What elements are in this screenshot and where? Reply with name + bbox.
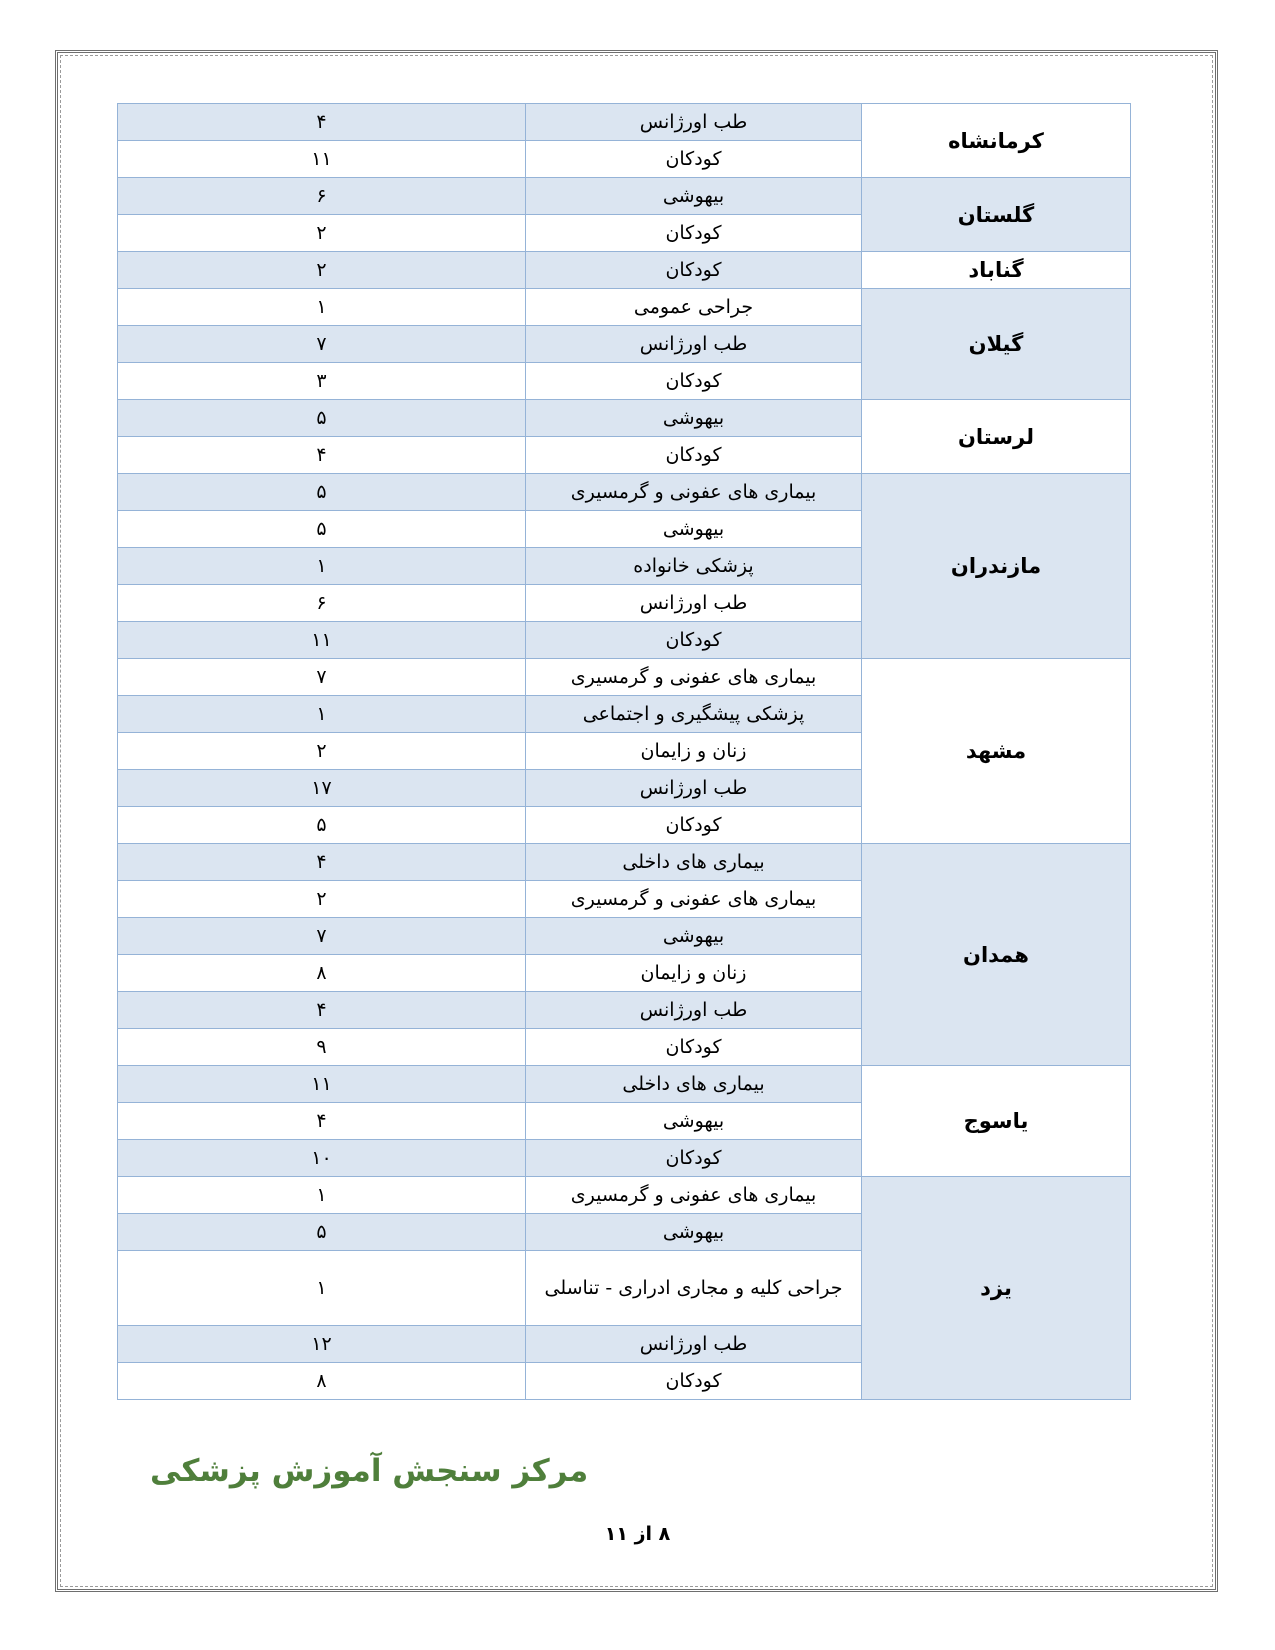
count-cell: ۴: [118, 104, 526, 141]
table-row: [118, 659, 1131, 696]
count-cell: ۱۱: [118, 622, 526, 659]
count-cell: ۴: [118, 992, 526, 1029]
specialty-cell: زنان و زایمان: [526, 733, 862, 770]
table-row: [118, 1177, 1131, 1214]
count-cell: ۵: [118, 1214, 526, 1251]
specialty-cell: بیهوشی: [526, 1103, 862, 1140]
specialty-cell: بیهوشی: [526, 178, 862, 215]
province-cell: مشهد: [862, 659, 1131, 844]
table-row: [118, 178, 1131, 215]
count-cell: ۵: [118, 400, 526, 437]
specialty-cell: پزشکی پیشگیری و اجتماعی: [526, 696, 862, 733]
specialty-cell: زنان و زایمان: [526, 955, 862, 992]
province-cell: یاسوج: [862, 1066, 1131, 1177]
specialty-cell: جراحی کلیه و مجاری ادراری - تناسلی: [526, 1251, 862, 1326]
specialty-cell: کودکان: [526, 252, 862, 289]
count-cell: ۶: [118, 585, 526, 622]
quota-table-body: [118, 104, 1131, 1400]
specialty-cell: بیماری های عفونی و گرمسیری: [526, 474, 862, 511]
province-cell: کرمانشاه: [862, 104, 1131, 178]
table-row: [118, 400, 1131, 437]
count-cell: ۷: [118, 918, 526, 955]
count-cell: ۸: [118, 1363, 526, 1400]
count-cell: ۱: [118, 548, 526, 585]
specialty-cell: طب اورژانس: [526, 770, 862, 807]
count-cell: ۱۱: [118, 1066, 526, 1103]
table-row: [118, 844, 1131, 881]
specialty-cell: طب اورژانس: [526, 585, 862, 622]
province-cell: گلستان: [862, 178, 1131, 252]
specialty-cell: بیهوشی: [526, 1214, 862, 1251]
specialty-cell: بیماری های عفونی و گرمسیری: [526, 659, 862, 696]
province-cell: لرستان: [862, 400, 1131, 474]
table-row: [118, 1066, 1131, 1103]
count-cell: ۵: [118, 807, 526, 844]
count-cell: ۹: [118, 1029, 526, 1066]
count-cell: ۵: [118, 511, 526, 548]
specialty-cell: بیماری های داخلی: [526, 1066, 862, 1103]
count-cell: ۲: [118, 881, 526, 918]
specialty-cell: کودکان: [526, 622, 862, 659]
count-cell: ۶: [118, 178, 526, 215]
specialty-cell: بیماری های عفونی و گرمسیری: [526, 881, 862, 918]
specialty-cell: کودکان: [526, 215, 862, 252]
table-row: [118, 474, 1131, 511]
count-cell: ۲: [118, 215, 526, 252]
specialty-cell: کودکان: [526, 1363, 862, 1400]
count-cell: ۲: [118, 733, 526, 770]
count-cell: ۷: [118, 659, 526, 696]
specialty-cell: بیهوشی: [526, 400, 862, 437]
quota-table: [117, 103, 1131, 1400]
count-cell: ۱: [118, 1251, 526, 1326]
specialty-cell: پزشکی خانواده: [526, 548, 862, 585]
count-cell: ۱: [118, 696, 526, 733]
specialty-cell: بیهوشی: [526, 918, 862, 955]
specialty-cell: جراحی عمومی: [526, 289, 862, 326]
specialty-cell: کودکان: [526, 437, 862, 474]
count-cell: ۱۰: [118, 1140, 526, 1177]
province-cell: گیلان: [862, 289, 1131, 400]
specialty-cell: کودکان: [526, 141, 862, 178]
specialty-cell: کودکان: [526, 1140, 862, 1177]
count-cell: ۲: [118, 252, 526, 289]
province-cell: یزد: [862, 1177, 1131, 1400]
table-row: [118, 252, 1131, 289]
count-cell: ۸: [118, 955, 526, 992]
count-cell: ۱: [118, 289, 526, 326]
specialty-cell: بیماری های داخلی: [526, 844, 862, 881]
count-cell: ۷: [118, 326, 526, 363]
specialty-cell: طب اورژانس: [526, 1326, 862, 1363]
count-cell: ۴: [118, 1103, 526, 1140]
province-cell: همدان: [862, 844, 1131, 1066]
specialty-cell: کودکان: [526, 363, 862, 400]
page-number: ۸ از ۱۱: [604, 1523, 671, 1545]
count-cell: ۳: [118, 363, 526, 400]
specialty-cell: طب اورژانس: [526, 104, 862, 141]
count-cell: ۱۷: [118, 770, 526, 807]
count-cell: ۱۱: [118, 141, 526, 178]
province-cell: گناباد: [862, 252, 1131, 289]
province-cell: مازندران: [862, 474, 1131, 659]
table-row: [118, 104, 1131, 141]
specialty-cell: طب اورژانس: [526, 992, 862, 1029]
count-cell: ۵: [118, 474, 526, 511]
specialty-cell: کودکان: [526, 1029, 862, 1066]
specialty-cell: بیماری های عفونی و گرمسیری: [526, 1177, 862, 1214]
specialty-cell: کودکان: [526, 807, 862, 844]
specialty-cell: بیهوشی: [526, 511, 862, 548]
specialty-cell: طب اورژانس: [526, 326, 862, 363]
count-cell: ۴: [118, 437, 526, 474]
table-row: [118, 289, 1131, 326]
count-cell: ۱۲: [118, 1326, 526, 1363]
count-cell: ۴: [118, 844, 526, 881]
footer-brand: مرکز سنجش آموزش پزشکی: [150, 1453, 589, 1489]
count-cell: ۱: [118, 1177, 526, 1214]
